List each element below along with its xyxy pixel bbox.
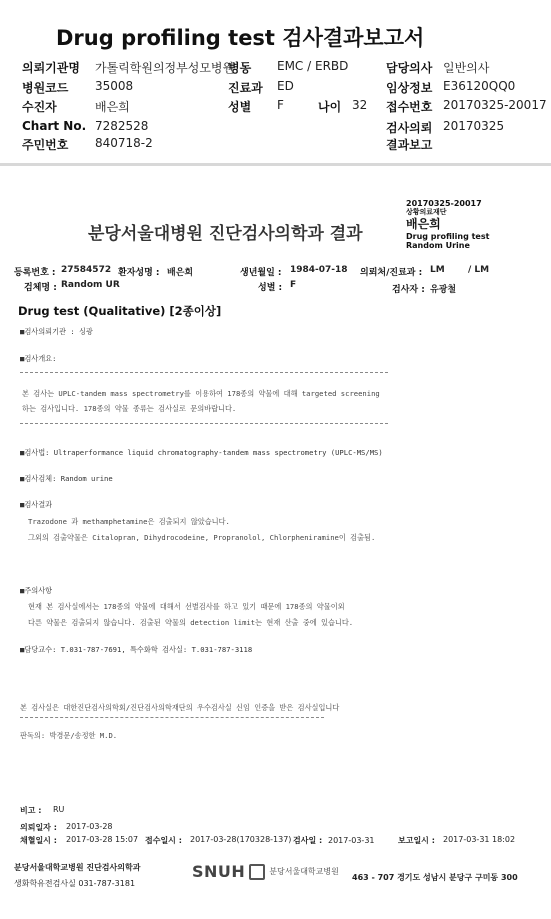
- age-label: 나이: [318, 100, 342, 114]
- patient-name-value: 배은희: [167, 268, 194, 278]
- hospital-code-value: 35008: [95, 79, 134, 93]
- patient-name-label: 환자성명 :: [118, 268, 160, 278]
- caution-line-2: 다른 약물은 검출되지 않습니다. 검출된 약물의 detection limit는 현재 산출 중에 있습니다.: [28, 618, 354, 627]
- stamp-specimen: Random Urine: [406, 241, 470, 250]
- caution-line-1: 현재 본 검사실에서는 178종의 약물에 대해서 선별검사를 하고 있기 때문에 178종의 약물이외: [28, 602, 345, 611]
- hospital-address: 463 - 707 경기도 성남시 분당구 구미동 300: [352, 873, 518, 882]
- request-date-label: 검사의뢰: [386, 121, 433, 135]
- resident-no-value: 840718-2: [95, 136, 153, 150]
- stamp-receipt-no: 20170325-20017: [406, 199, 482, 208]
- clinical-info-label: 임상정보: [386, 81, 433, 95]
- section-divider: [0, 163, 551, 166]
- request-date-footer-label: 의뢰일자 :: [20, 823, 57, 832]
- overview-heading: ■검사개요:: [20, 354, 57, 363]
- specimen-line: ■검사검체: Random urine: [20, 474, 113, 483]
- stamp-org: 상황의료재단: [406, 208, 447, 216]
- doctor-label: 담당의사: [386, 61, 433, 75]
- institution-value: 가톨릭학원의정부성모병원: [95, 61, 235, 75]
- receipt-no-value: 20170325-20017: [443, 98, 547, 112]
- receipt-label: 접수일시 :: [145, 836, 182, 845]
- logo-hospital-name: 분당서울대학교병원: [269, 867, 339, 876]
- stamp-test-name: Drug profiling test: [406, 232, 490, 241]
- result-report-label: 결과보고: [386, 138, 433, 152]
- patient-value: 배은희: [95, 100, 130, 114]
- dept-label: 의뢰처/진료과 :: [360, 268, 423, 278]
- ward-value: EMC / ERBD: [277, 59, 349, 73]
- hospital-logo: [192, 862, 339, 881]
- report-sex-label: 성별 :: [258, 283, 283, 293]
- remark-value: RU: [53, 805, 65, 814]
- chart-no-value: 7282528: [95, 119, 149, 133]
- clinical-info-value: E36120QQ0: [443, 79, 516, 93]
- overview-line-1: 본 검사는 UPLC-tandem mass spectrometry를 이용하여 178종의 약물에 대해 targeted screening: [22, 389, 380, 398]
- dob-value: 1984-07-18: [290, 265, 348, 275]
- method-line: ■검사법: Ultraperformance liquid chromatography-tandem mass spectrometry (UPLC-MS/MS): [20, 448, 383, 457]
- contact-line: ■담당교수: T.031-787-7691, 특수화학 검사실: T.031-787-3118: [20, 645, 253, 654]
- remark-label: 비고 :: [20, 806, 42, 815]
- hospital-code-label: 병원코드: [22, 81, 69, 95]
- reader-line: 판독의: 박경문/송정한 M.D.: [20, 731, 118, 740]
- department-label: 진료과: [228, 81, 263, 95]
- stamp-patient-name: 배은희: [406, 217, 441, 231]
- tester-value: 유광철: [430, 285, 457, 295]
- overview-line-2: 하는 검사입니다. 178종의 약물 종류는 검사실로 문의바랍니다.: [22, 404, 237, 413]
- report-sex-value: F: [290, 280, 297, 290]
- ward-label: 병동: [228, 61, 252, 75]
- caution-heading: ■주의사항: [20, 586, 53, 595]
- logo-snuh-text: SNUH: [192, 862, 246, 881]
- result-heading: ■검사결과: [20, 500, 53, 509]
- age-value: 32: [352, 98, 368, 112]
- reg-no-value: 27584572: [61, 265, 112, 275]
- result-line-1: Trazodone 과 methamphetamine은 검출되지 않았습니다.: [28, 517, 230, 526]
- sex-label: 성별: [228, 100, 252, 114]
- test-title: Drug test (Qualitative) [2종이상]: [18, 304, 222, 318]
- test-date-label: 검사일 :: [293, 836, 323, 845]
- dob-label: 생년월일 :: [240, 268, 282, 278]
- hospital-dept-name: 분당서울대학교병원 진단검사의학과: [14, 863, 141, 872]
- doctor-value: 일반의사: [443, 61, 490, 75]
- report-time-label: 보고일시 :: [398, 836, 435, 845]
- report-time-value: 2017-03-31 18:02: [443, 835, 516, 844]
- collect-label: 채혈일시 :: [20, 836, 57, 845]
- request-date-footer-value: 2017-03-28: [66, 822, 113, 831]
- resident-no-label: 주민번호: [22, 138, 69, 152]
- logo-mark-icon: [249, 864, 265, 880]
- specimen-label: 검체명 :: [24, 283, 57, 293]
- tester-label: 검사자 :: [392, 285, 425, 295]
- report-title: Drug profiling test 검사결과보고서: [56, 26, 425, 50]
- result-line-2: 그외의 검출약물은 Citalopran, Dihydrocodeine, Propranolol, Chlorpheniramine이 검출됨.: [28, 533, 376, 542]
- collect-value: 2017-03-28 15:07: [66, 835, 139, 844]
- lab-report-title: 분당서울대병원 진단검사의학과 결과: [88, 224, 363, 244]
- department-value: ED: [277, 79, 294, 93]
- lab-phone: 생화학유전검사실 031-787-3181: [14, 879, 136, 888]
- request-date-value: 20170325: [443, 119, 505, 133]
- dept-value: LM: [430, 265, 445, 275]
- specimen-value: Random UR: [61, 280, 120, 290]
- chart-no-label: Chart No.: [22, 119, 87, 133]
- dashed-rule: [20, 717, 324, 718]
- institution-label: 의뢰기관명: [22, 61, 80, 75]
- receipt-value: 2017-03-28(170328-137): [190, 835, 292, 844]
- sex-value: F: [277, 98, 284, 112]
- dashed-rule: [20, 423, 388, 424]
- reg-no-label: 등록번호 :: [14, 268, 56, 278]
- patient-label: 수진자: [22, 100, 57, 114]
- dashed-rule: [20, 372, 388, 373]
- dept-value-2: / LM: [468, 265, 490, 275]
- test-date-value: 2017-03-31: [328, 836, 375, 845]
- institution-line: ■검사의뢰기관 : 싱광: [20, 327, 93, 336]
- specimen-stamp: [406, 199, 489, 250]
- receipt-no-label: 접수번호: [386, 100, 433, 114]
- certification-line: 본 검사실은 대한진단검사의학회/진단검사의학재단의 우수검사실 신임 인증을 받은 검사실입니다: [20, 703, 340, 712]
